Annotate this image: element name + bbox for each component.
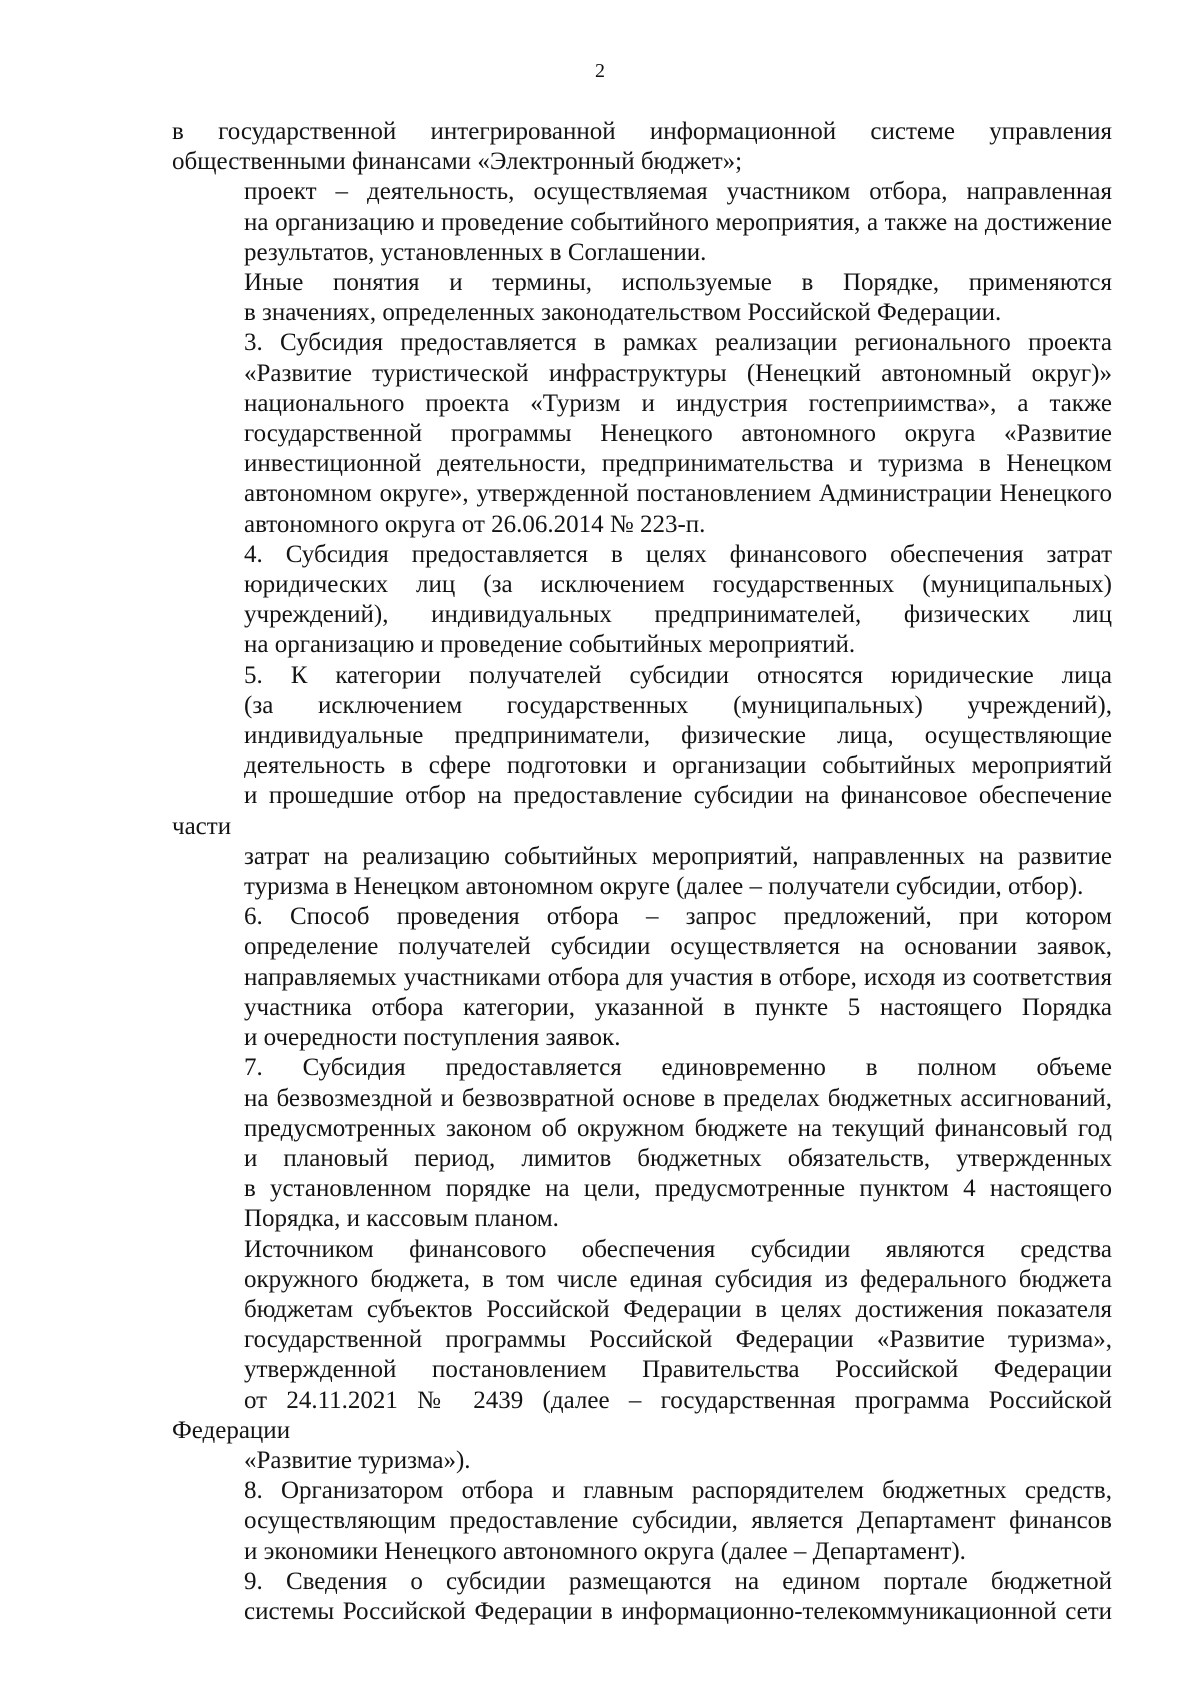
text-line: учреждений), индивидуальных предпринимателей, физических лиц [244,601,1112,629]
paragraph [172,328,1112,539]
text-line: на организацию и проведение событийных мероприятий. [244,631,856,659]
text-line: и прошедшие отбор на предоставление субсидии на финансовое обеспечение части [172,782,1112,840]
text-line: (за исключением государственных (муниципальных) учреждений), [244,691,1112,719]
text-line: окружного бюджета, в том числе единая субсидия из федерального бюджета [244,1265,1112,1293]
text-line: определение получателей субсидии осуществляется на основании заявок, [244,933,1112,961]
text-line: 7. Субсидия предоставляется единовременно в полном объеме [244,1054,1112,1082]
paragraph [172,1053,1112,1234]
text-line: и очередности поступления заявок. [244,1024,621,1052]
text-line: утвержденной постановлением Правительства Российской Федерации [244,1356,1112,1384]
paragraph [172,1476,1112,1567]
text-line: на организацию и проведение событийного мероприятия, а также на достижение [244,208,1112,236]
text-line: предусмотренных законом об окружном бюджете на текущий финансовый год [244,1114,1112,1142]
text-line: автономном округе», утвержденной постановлением Администрации Ненецкого [244,480,1112,508]
text-line: затрат на реализацию событийных мероприятий, направленных на развитие [244,842,1112,870]
text-line: юридических лиц (за исключением государственных (муниципальных) [244,571,1112,599]
text-line: в значениях, определенных законодательством Российской Федерации. [244,299,1002,327]
text-line: Порядка, и кассовым планом. [244,1205,559,1233]
paragraph [172,177,1112,268]
text-line: проект – деятельность, осуществляемая участником отбора, направленная [244,178,1112,206]
paragraph [172,117,1112,177]
paragraph [172,902,1112,1053]
text-line: туризма в Ненецком автономном округе (далее – получатели субсидии, отбор). [244,873,1084,901]
text-line: общественными финансами «Электронный бюджет»; [172,148,743,176]
text-line: «Развитие туризма»). [244,1446,471,1474]
text-line: 8. Организатором отбора и главным распорядителем бюджетных средств, [244,1477,1112,1505]
text-line: инвестиционной деятельности, предпринимательства и туризма в Ненецком [244,450,1112,478]
text-line: от 24.11.2021 № 2439 (далее – государственная программа Российской Федерации [172,1386,1112,1444]
text-line: результатов, установленных в Соглашении. [244,238,707,266]
text-line: в государственной интегрированной информационной системе управления [172,118,1112,145]
text-line: и экономики Ненецкого автономного округа (далее – Департамент). [244,1537,966,1565]
text-line: участника отбора категории, указанной в пункте 5 настоящего Порядка [244,993,1112,1021]
text-line: 6. Способ проведения отбора – запрос предложений, при котором [244,903,1112,931]
text-line: осуществляющим предоставление субсидии, является Департамент финансов [244,1507,1112,1535]
text-line: Иные понятия и термины, используемые в Порядке, применяются [244,269,1112,297]
text-line: деятельность в сфере подготовки и организации событийных мероприятий [244,752,1112,780]
paragraph [172,1235,1112,1477]
text-line: на безвозмездной и безвозвратной основе в пределах бюджетных ассигнований, [244,1084,1112,1112]
text-line: бюджетам субъектов Российской Федерации в целях достижения показателя [244,1295,1112,1323]
text-line: 3. Субсидия предоставляется в рамках реализации регионального проекта [244,329,1112,357]
paragraph [172,661,1112,903]
text-line: и плановый период, лимитов бюджетных обязательств, утвержденных [244,1144,1112,1172]
text-line: Источником финансового обеспечения субсидии являются средства [244,1235,1112,1263]
text-line: 5. К категории получателей субсидии относятся юридические лица [244,661,1112,689]
text-line: в установленном порядке на цели, предусмотренные пунктом 4 настоящего [244,1175,1112,1203]
text-line: системы Российской Федерации в информационно-телекоммуникационной сети [244,1597,1112,1625]
text-line: государственной программы Российской Федерации «Развитие туризма», [244,1326,1112,1354]
text-line: национального проекта «Туризм и индустрия гостеприимства», а также [244,389,1112,417]
text-line: 4. Субсидия предоставляется в целях финансового обеспечения затрат [244,540,1112,568]
text-line: индивидуальные предприниматели, физические лица, осуществляющие [244,722,1112,750]
text-line: государственной программы Ненецкого автономного округа «Развитие [244,420,1112,448]
text-line: автономного округа от 26.06.2014 № 223-п. [244,510,706,538]
text-line: «Развитие туристической инфраструктуры (Ненецкий автономный округ)» [244,359,1112,387]
text-line: 9. Сведения о субсидии размещаются на едином портале бюджетной [244,1567,1112,1595]
document-body [172,117,1112,1627]
paragraph [172,268,1112,328]
page-number: 2 [595,60,605,82]
paragraph [172,540,1112,661]
paragraph [172,1567,1112,1627]
text-line: направляемых участниками отбора для участия в отборе, исходя из соответствия [244,963,1112,991]
